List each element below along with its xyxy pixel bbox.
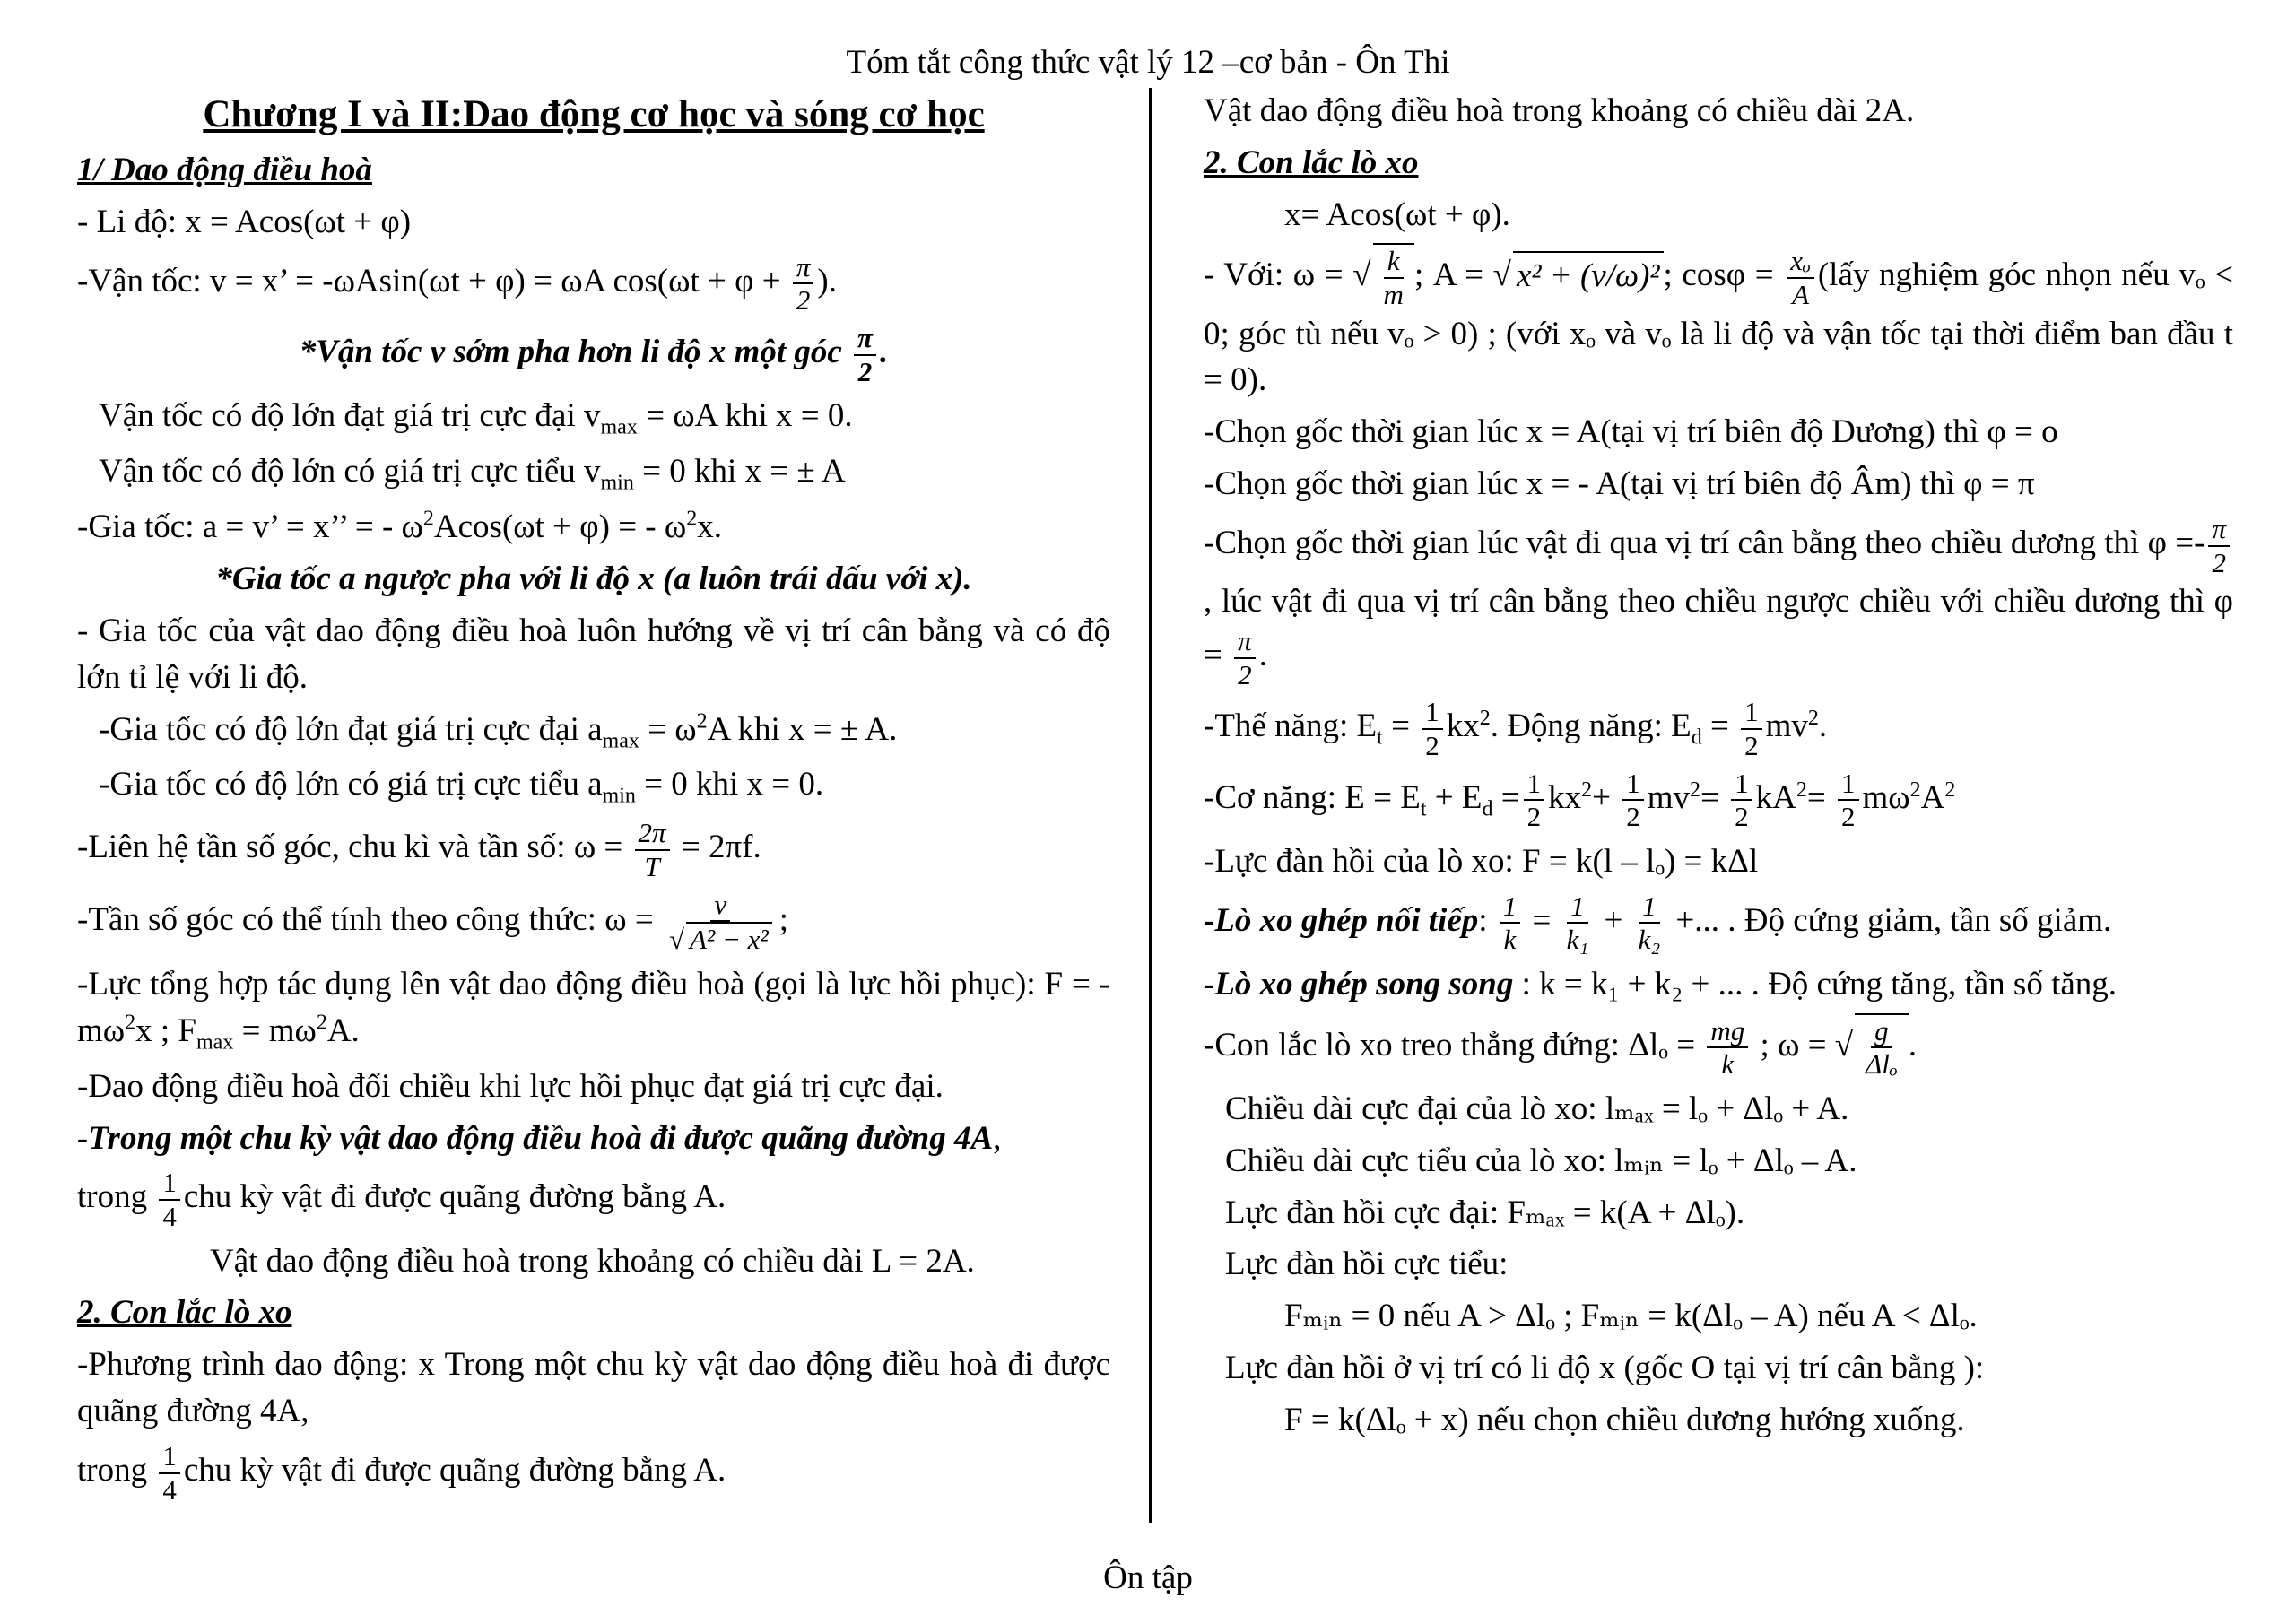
x-equation-line: x= Acos(ωt + φ). bbox=[1284, 195, 1510, 233]
frac-den: 2 bbox=[1425, 729, 1439, 761]
amax-text-3: A khi x = ± A. bbox=[707, 710, 898, 748]
song-song-line bbox=[1204, 961, 2233, 1008]
pi-over-2-fraction bbox=[2208, 513, 2230, 578]
luc-text-4: A. bbox=[326, 1012, 360, 1049]
som-pha-text: *Vận tốc v sớm pha hơn li độ x một góc bbox=[299, 334, 851, 371]
co-nang-line bbox=[1204, 768, 2233, 833]
d-sub: d bbox=[1691, 725, 1702, 750]
gia-toc-text-3: x. bbox=[697, 508, 722, 546]
right-column bbox=[1204, 88, 2233, 1449]
khoang-line: Vật dao động điều hoà trong khoảng có chiều dài L = 2A. bbox=[210, 1242, 975, 1280]
period: . bbox=[1908, 1026, 1917, 1064]
ka-text: kA bbox=[1755, 778, 1796, 816]
som-pha-line: *Vận tốc v sớm pha hơn li độ x một góc $\frac{\pi}{2}$ . bbox=[299, 322, 889, 387]
li-do-line: - Li độ: x = Acos(ωt + φ) bbox=[77, 203, 412, 240]
frac-num: 1 bbox=[1422, 696, 1443, 730]
frac-num: 1 bbox=[1639, 890, 1660, 925]
van-toc-line bbox=[77, 251, 1110, 317]
chon-goc-1: -Chọn gốc thời gian lúc x = A(tại vị trí biên độ Dương) thì φ = o bbox=[1204, 413, 2058, 451]
fmax-line: Lực đàn hồi cực đại: Fₘₐₓ = k(A + Δlₒ). bbox=[1225, 1194, 1745, 1231]
quang-duong-text: -Trong một chu kỳ vật dao động điều hoà đi được quãng đường 4A bbox=[77, 1119, 994, 1157]
vmax-text-end: = ωA khi x = 0. bbox=[637, 397, 853, 435]
frac-den: Δlₒ bbox=[1866, 1048, 1898, 1081]
amin-line bbox=[77, 761, 1110, 812]
amplitude-radicand: x² + (v/ω)² bbox=[1513, 251, 1664, 300]
frac-den: A bbox=[1792, 279, 1810, 311]
two-pi-over-T-fraction bbox=[635, 817, 670, 882]
half-fraction bbox=[1838, 768, 1859, 833]
frac-num: xₒ bbox=[1787, 245, 1814, 279]
frac-num: π bbox=[1234, 625, 1256, 659]
sup: 2 bbox=[1479, 707, 1491, 731]
nguoc-pha-line: *Gia tốc a ngược pha với li độ x (a luôn trái dấu với x). bbox=[215, 560, 972, 598]
amin-sub: min bbox=[602, 784, 636, 808]
voi-text: - Với: ω = bbox=[1204, 256, 1353, 294]
treo-line: -Con lắc lò xo treo thẳng đứng: Δlₒ = $\frac{mg}{k}$ ; ω = √ $\frac{g}{\text{Δlₒ}}$ . bbox=[1204, 1014, 1917, 1081]
colon: : bbox=[1478, 901, 1496, 939]
frac-den: k₂ bbox=[1638, 924, 1661, 956]
vmin-sub: min bbox=[600, 471, 634, 495]
frac-den: 2 bbox=[796, 284, 811, 317]
mv-text: mv bbox=[1647, 778, 1691, 816]
vmax-text: Vận tốc có độ lớn đạt giá trị cực đại v bbox=[99, 397, 601, 435]
amax-sub: max bbox=[602, 728, 639, 752]
van-toc-end: ). bbox=[817, 262, 837, 300]
left-column bbox=[77, 88, 1110, 1511]
chon3-end: . bbox=[1258, 637, 1267, 674]
one-over-k-fraction bbox=[1500, 890, 1521, 956]
half-fraction bbox=[1622, 768, 1644, 833]
frac-num: v bbox=[710, 889, 730, 923]
half-fraction bbox=[1524, 768, 1545, 833]
mw-text: mω bbox=[1862, 778, 1910, 816]
sup: 2 bbox=[686, 507, 698, 531]
half-fraction bbox=[1422, 696, 1443, 761]
gia-toc-line bbox=[77, 504, 1110, 551]
noi-tiep-end: +... . Độ cứng giảm, tần số giảm. bbox=[1667, 901, 2112, 939]
frac-den: 4 bbox=[162, 1201, 177, 1233]
mv-text: mv bbox=[1765, 708, 1808, 745]
page-header: Tóm tắt công thức vật lý 12 –cơ bản - Ôn Thi bbox=[846, 44, 1450, 81]
the-nang-text: -Thế năng: E bbox=[1204, 708, 1378, 745]
one-quarter-fraction bbox=[159, 1167, 180, 1232]
a-text: A bbox=[1920, 778, 1945, 816]
sup: 2 bbox=[1944, 777, 1956, 802]
frac-den: 2 bbox=[857, 355, 873, 387]
amax-line bbox=[77, 707, 1110, 757]
frac-den: 2 bbox=[2212, 546, 2226, 578]
tan-so-goc-line bbox=[77, 889, 1110, 956]
section-title-dao-dong: 1/ Dao động điều hoà bbox=[77, 152, 372, 189]
chon3-text: -Chọn gốc thời gian lúc vật đi qua vị trí cân bằng theo chiều dương thì φ =- bbox=[1204, 524, 2205, 561]
one-over-k1-fraction bbox=[1563, 890, 1593, 956]
frac-den: 2 bbox=[1735, 801, 1749, 833]
quang-duong-line bbox=[77, 1116, 1110, 1162]
sup: 2 bbox=[1796, 777, 1807, 802]
eq: = bbox=[1806, 778, 1834, 816]
frac-num: π bbox=[793, 251, 814, 285]
trong-text-end: chu kỳ vật đi được quãng đường bằng A. bbox=[183, 1452, 726, 1489]
vmin-text-end: = 0 khi x = ± A bbox=[633, 453, 846, 491]
one-over-k2-fraction bbox=[1635, 890, 1665, 956]
huong-line: - Gia tốc của vật dao động điều hoà luôn hướng về vị trí cân bằng và có độ lớn tỉ lệ với li độ. bbox=[77, 612, 1110, 696]
pi-over-2-fraction bbox=[854, 322, 876, 387]
f-equation-line: F = k(Δlₒ + x) nếu chọn chiều dương hướng xuống. bbox=[1284, 1401, 1965, 1438]
amin-text-end: = 0 khi x = 0. bbox=[635, 766, 824, 803]
eq: = bbox=[1524, 901, 1560, 939]
co-nang-text: -Cơ năng: E = E bbox=[1204, 778, 1421, 816]
dong-nang-text: . Động năng: E bbox=[1490, 708, 1692, 745]
frac-num: k bbox=[1384, 245, 1404, 279]
voi-text-4: (lấy nghiệm góc nhọn nếu vₒ < 0; góc tù nếu vₒ > 0) ; (với xₒ và vₒ là li độ và vận tốc tại thời điểm ban đầu t = 0). bbox=[1204, 256, 2234, 399]
sup: 2 bbox=[316, 1011, 327, 1035]
comma: , bbox=[993, 1119, 1002, 1157]
amax-text: -Gia tốc có độ lớn đạt giá trị cực đại a bbox=[99, 710, 603, 748]
frac-num: 1 bbox=[1524, 768, 1545, 802]
vmin-text: Vận tốc có độ lớn có giá trị cực tiểu v bbox=[99, 453, 601, 491]
eq: = bbox=[1382, 708, 1419, 745]
sup: 2 bbox=[1581, 777, 1593, 802]
frac-num: 1 bbox=[1731, 768, 1752, 802]
tan-so-text: -Tần số góc có thể tính theo công thức: ω = bbox=[77, 900, 662, 938]
khoang-line-right: Vật dao động điều hoà trong khoảng có chiều dài 2A. bbox=[1204, 92, 1915, 129]
sup: 2 bbox=[125, 1011, 136, 1035]
lien-he-end: = 2πf. bbox=[673, 829, 761, 866]
vmin-line bbox=[77, 448, 1110, 499]
one-quarter-fraction bbox=[159, 1440, 180, 1506]
frac-num: 1 bbox=[159, 1440, 180, 1474]
trong-text-end: chu kỳ vật đi được quãng đường bằng A. bbox=[183, 1178, 726, 1216]
sup: 2 bbox=[422, 507, 434, 531]
noi-tiep-line bbox=[1204, 890, 2233, 956]
treo-text-2: ; ω = bbox=[1752, 1026, 1835, 1064]
xo-over-A-fraction bbox=[1787, 245, 1814, 310]
kx-text: kx bbox=[1548, 778, 1582, 816]
luc-text-2: x ; F bbox=[135, 1012, 196, 1049]
luc-text: -Lực tổng hợp tác dụng lên vật dao động điều hoà (gọi là lực hồi phục): F = - mω bbox=[77, 966, 1110, 1049]
frac-den: 2 bbox=[1238, 658, 1252, 690]
frac-den: m bbox=[1383, 279, 1404, 311]
pi-over-2-fraction bbox=[1234, 625, 1256, 690]
frac-den: √ A² − x² bbox=[665, 922, 776, 956]
plus: + bbox=[1596, 901, 1631, 939]
sup: 2 bbox=[1690, 777, 1701, 802]
frac-num: 1 bbox=[1838, 768, 1859, 802]
chon-goc-2: -Chọn gốc thời gian lúc x = - A(tại vị trí biên độ Âm) thì φ = π bbox=[1204, 465, 2035, 503]
trong-quarter-line-2 bbox=[77, 1440, 1110, 1506]
t-sub: t bbox=[1377, 725, 1383, 750]
sup: 2 bbox=[1909, 777, 1921, 802]
song-song-label: -Lò xo ghép song song bbox=[1204, 965, 1514, 1003]
dan-hoi-line: -Lực đàn hồi của lò xo: F = k(l – lₒ) = kΔl bbox=[1204, 842, 1759, 880]
frac-den: 2 bbox=[1841, 801, 1856, 833]
page-footer: Ôn tập bbox=[1103, 1559, 1193, 1596]
trong-text: trong bbox=[77, 1452, 156, 1489]
section-title-con-lac: 2. Con lắc lò xo bbox=[77, 1294, 292, 1332]
luc-text-3: = mω bbox=[233, 1012, 317, 1049]
noi-tiep-label: -Lò xo ghép nối tiếp bbox=[1204, 901, 1479, 939]
section-title-con-lac-right: 2. Con lắc lò xo bbox=[1204, 143, 1419, 181]
frac-den: T bbox=[644, 851, 660, 883]
voi-text-3: ; cosφ = bbox=[1663, 256, 1784, 294]
frac-den: 2 bbox=[1744, 729, 1759, 761]
eq: = bbox=[1492, 778, 1520, 816]
frac-num: π bbox=[2208, 513, 2230, 547]
half-fraction bbox=[1731, 768, 1752, 833]
plus: + bbox=[1592, 778, 1620, 816]
v-over-sqrt-fraction bbox=[665, 889, 776, 956]
radicand: A² − x² bbox=[686, 922, 772, 956]
chapter-title: Chương I và II:Dao động cơ học và sóng cơ học bbox=[203, 93, 985, 135]
period: . bbox=[1818, 708, 1828, 745]
frac-den: k bbox=[1721, 1048, 1735, 1081]
the-nang-line bbox=[1204, 696, 2233, 761]
k-over-m-fraction bbox=[1380, 245, 1407, 310]
chon3-text-2: , lúc vật đi qua vị trí cân bằng theo chiều ngược chiều với chiều dương thì φ = bbox=[1204, 583, 2233, 674]
frac-num: mg bbox=[1707, 1015, 1748, 1049]
kx-text: kx bbox=[1446, 708, 1480, 745]
half-fraction bbox=[1741, 696, 1762, 761]
amin-text: -Gia tốc có độ lớn có giá trị cực tiểu a bbox=[99, 766, 603, 803]
song-song-text: : k = k₁ + k₂ + ... . Độ cứng tăng, tần số tăng. bbox=[1513, 965, 2118, 1003]
eq: = bbox=[1701, 708, 1738, 745]
luc-hoi-phuc-line bbox=[77, 961, 1110, 1058]
trong-quarter-line bbox=[77, 1167, 1110, 1232]
amax-text-2: = ω bbox=[639, 710, 697, 748]
frac-num: 1 bbox=[1567, 890, 1588, 925]
vmax-line bbox=[77, 393, 1110, 443]
pi-over-2-fraction bbox=[793, 251, 814, 317]
gia-toc-text: -Gia tốc: a = v’ = x’’ = - ω bbox=[77, 508, 423, 546]
luc-sub: max bbox=[196, 1030, 234, 1055]
frac-num: π bbox=[854, 322, 876, 356]
treo-text: -Con lắc lò xo treo thẳng đứng: Δlₒ = bbox=[1204, 1026, 1704, 1064]
frac-den: k₁ bbox=[1566, 924, 1589, 956]
lien-he-line bbox=[77, 817, 1110, 882]
frac-den: 4 bbox=[162, 1473, 177, 1506]
t-sub: t bbox=[1420, 797, 1427, 821]
frac-den: 2 bbox=[1626, 801, 1640, 833]
frac-den: 2 bbox=[1526, 801, 1542, 833]
mg-over-k-fraction bbox=[1707, 1015, 1748, 1081]
li-do-x-line: Lực đàn hồi ở vị trí có li độ x (gốc O tại vị trí cân bằng ): bbox=[1225, 1349, 1985, 1386]
chon-goc-3 bbox=[1204, 513, 2233, 690]
voi-text-2: ; A = bbox=[1413, 256, 1493, 294]
doi-chieu-line: -Dao động điều hoà đổi chiều khi lực hồi phục đạt giá trị cực đại. bbox=[77, 1067, 944, 1105]
trong-text: trong bbox=[77, 1178, 156, 1216]
van-toc-text: -Vận tốc: v = x’ = -ωAsin(ωt + φ) = ωA cos(ωt + φ + bbox=[77, 262, 789, 300]
frac-num: 1 bbox=[1622, 768, 1644, 802]
phuong-trinh-line: -Phương trình dao động: x Trong một chu kỳ vật dao động điều hoà đi được quãng đường 4A, bbox=[77, 1346, 1110, 1430]
gia-toc-text-2: Acos(ωt + φ) = - ω bbox=[433, 508, 687, 546]
g-over-dlo-fraction bbox=[1862, 1015, 1901, 1081]
sup: 2 bbox=[1807, 707, 1819, 731]
lmax-line: Chiều dài cực đại của lò xo: lₘₐₓ = lₒ + Δlₒ + A. bbox=[1225, 1090, 1849, 1127]
sup: 2 bbox=[696, 709, 708, 734]
frac-num: 1 bbox=[1741, 696, 1762, 730]
frac-num: 2π bbox=[635, 817, 670, 851]
tan-so-end: ; bbox=[778, 900, 788, 938]
lmin-line: Chiều dài cực tiểu của lò xo: lₘᵢₙ = lₒ + Δlₒ – A. bbox=[1225, 1142, 1857, 1179]
fmin-line: Fₘᵢₙ = 0 nếu A > Δlₒ ; Fₘᵢₙ = k(Δlₒ – A) nếu A < Δlₒ. bbox=[1284, 1298, 1978, 1335]
fmin-title-line: Lực đàn hồi cực tiểu: bbox=[1225, 1246, 1509, 1283]
lien-he-text: -Liên hệ tần số góc, chu kì và tần số: ω = bbox=[77, 829, 631, 866]
plus-e: + E bbox=[1426, 778, 1483, 816]
frac-den: k bbox=[1503, 924, 1517, 956]
frac-num: g bbox=[1871, 1015, 1892, 1049]
eq: = bbox=[1700, 778, 1728, 816]
vmax-sub: max bbox=[600, 415, 638, 439]
d-sub: d bbox=[1482, 797, 1493, 821]
frac-num: 1 bbox=[1500, 890, 1521, 925]
column-divider bbox=[1149, 88, 1152, 1523]
frac-num: 1 bbox=[159, 1167, 180, 1201]
voi-line: - Với: ω = √ $\frac{k}{m}$ ; A = √ x² + (v/ω)² ; cosφ = $\frac{\text{xₒ}}{A}$ (lấy nghiệm góc nhọn nếu vₒ < 0; góc tù nếu vₒ > 0) ; (với xₒ và vₒ là li độ và vận tốc tại thời điểm ban đầu t = 0). bbox=[1204, 245, 2234, 399]
